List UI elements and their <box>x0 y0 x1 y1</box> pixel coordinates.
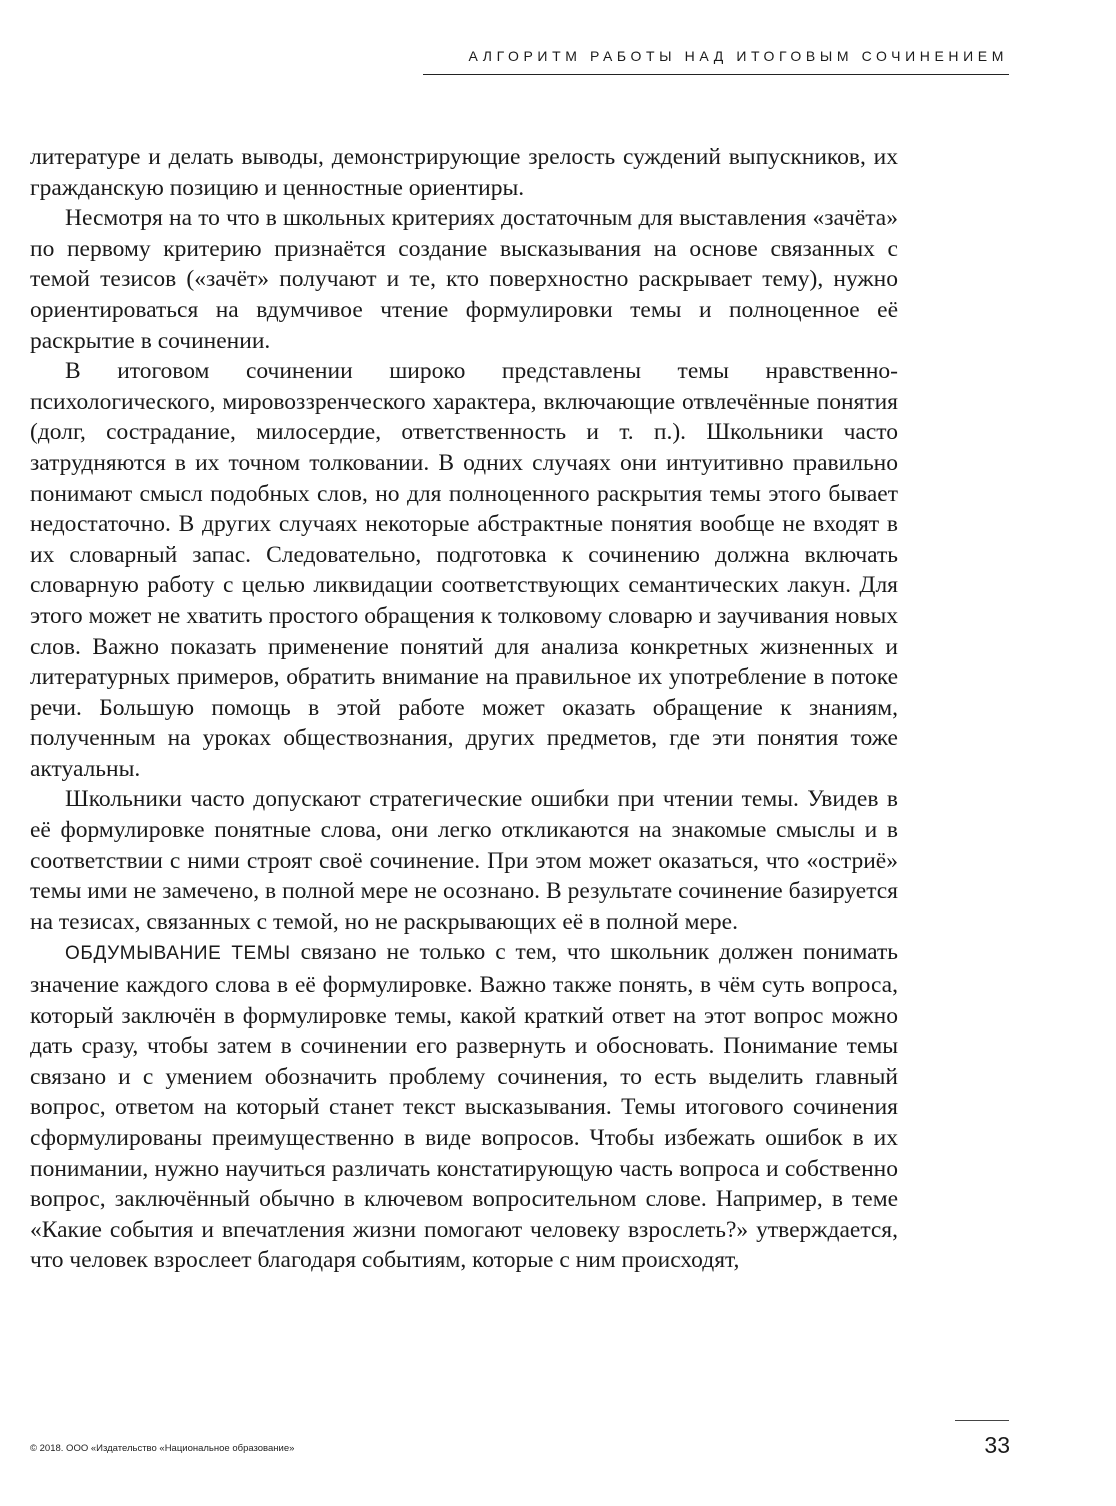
body-text <box>30 142 898 1276</box>
paragraph-2: Несмотря на то что в школьных критериях достаточным для выставления «зачёта» по первому критерию признаётся создание высказывания на основе связанных с темой тезисов («зачёт» получают и те, кто поверхностно раскрывает тему), нужно ориентироваться на вдумчивое чтение формулировки темы и полноценное её раскрытие в сочинении. <box>30 205 898 354</box>
footer-rule <box>955 1420 1009 1421</box>
running-header: АЛГОРИТМ РАБОТЫ НАД ИТОГОВЫМ СОЧИНЕНИЕМ <box>468 48 1008 64</box>
copyright-notice: © 2018. ООО «Издательство «Национальное образование» <box>30 1443 295 1454</box>
paragraph-5 <box>30 937 898 1276</box>
paragraph-1: литературе и делать выводы, демонстрирующие зрелость суждений выпускников, их гражданскую позицию и ценностные ориентиры. <box>30 144 898 201</box>
page-number: 33 <box>984 1432 1010 1458</box>
section-lead-term: ОБДУМЫВАНИЕ ТЕМЫ <box>65 943 291 965</box>
paragraph-3: В итоговом сочинении широко представлены темы нравственно-психологического, мировоззренческого характера, включающие отвлечённые понятия (долг, сострадание, милосердие, ответственность и т. п.). Школьники часто затрудняются в их точном толковании. В одних случаях они интуитивно правильно понимают смысл подобных слов, но для полноценного раскрытия темы этого бывает недостаточно. В других случаях некоторые абстрактные понятия вообще не входят в их словарный запас. Следовательно, подготовка к сочинению должна включать словарную работу с целью ликвидации соответствующих семантических лакун. Для этого может не хватить простого обращения к толковому словарю и заучивания новых слов. Важно показать применение понятий для анализа конкретных жизненных и литературных примеров, обратить внимание на правильное их употребление в потоке речи. Большую помощь в этой работе может оказать обращение к знаниям, полученным на уроках обществознания, других предметов, где эти понятия тоже актуальны. <box>30 358 898 782</box>
paragraph-5-text: связано не только с тем, что школьник должен понимать значение каждого слова в её формулировке. Важно также понять, в чём суть вопроса, который заключён в формулировке темы, какой краткий ответ на этот вопрос можно дать сразу, чтобы затем в сочинении его развернуть и обосновать. Понимание темы связано и с умением обозначить проблему сочинения, то есть выделить главный вопрос, ответом на который станет текст высказывания. Темы итогового сочинения сформулированы преимущественно в виде вопросов. Чтобы избежать ошибок в их понимании, нужно научиться различать констатирующую часть вопроса и собственно вопрос, заключённый обычно в ключевом вопросительном слове. Например, в теме «Какие события и впечатления жизни помогают человеку взрослеть?» утверждается, что человек взрослеет благодаря событиям, которые с ним происходят, <box>30 939 898 1274</box>
header-rule <box>423 74 1009 75</box>
paragraph-4: Школьники часто допускают стратегические ошибки при чтении темы. Увидев в её формулировке понятные слова, они легко откликаются на знакомые смыслы и в соответствии с ними строят своё сочинение. При этом может оказаться, что «остриё» темы ими не замечено, в полной мере не осознано. В результате сочинение базируется на тезисах, связанных с темой, но не раскрывающих её в полной мере. <box>30 786 898 935</box>
